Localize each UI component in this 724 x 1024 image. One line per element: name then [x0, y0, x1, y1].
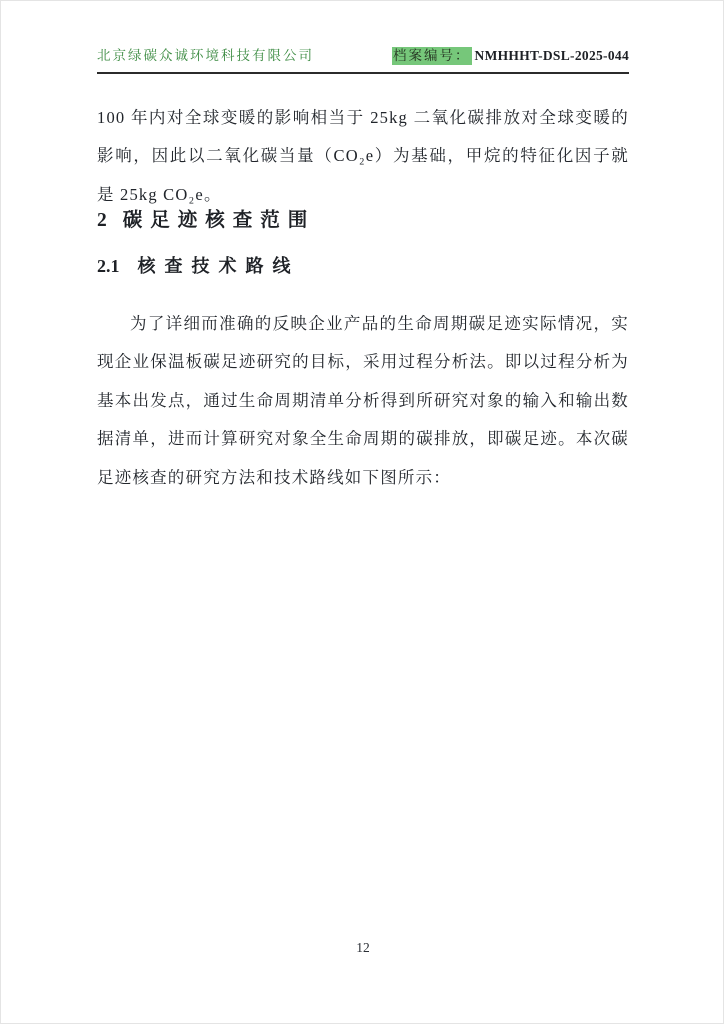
archive-number-value: NMHHHT-DSL-2025-044 — [474, 48, 629, 63]
paragraph-global-warming: 100 年内对全球变暖的影响相当于 25kg 二氧化碳排放对全球变暖的影响，因此以二氧化碳当量（CO₂e）为基础，甲烷的特征化因子就是 25kg CO₂e。 — [97, 107, 629, 204]
archive-number-group — [392, 47, 629, 65]
subsection-title: 核查技术路线 — [137, 256, 300, 276]
paragraph-methodology: 为了详细而准确的反映企业产品的生命周期碳足迹实际情况，实现企业保温板碳足迹研究的目标，采用过程分析法。即以过程分析为基本出发点，通过生命周期清单分析得到所研究对象的输入和输出数据清单，进而计算研究对象全生命周期的碳排放，即碳足迹。本次碳足迹核查的研究方法和技术路线如下图所示： — [97, 313, 629, 487]
section-heading-2 — [97, 204, 629, 232]
page-number: 12 — [356, 940, 370, 955]
subsection-heading-2-1 — [97, 252, 629, 278]
subsection-number: 2.1 — [97, 256, 120, 276]
company-name: 北京绿碳众诚环境科技有限公司 — [97, 48, 314, 63]
page-header — [97, 47, 629, 74]
section-title: 碳足迹核查范围 — [122, 210, 316, 231]
page-footer — [1, 940, 724, 956]
archive-number-label: 档案编号： — [393, 48, 471, 63]
section-number: 2 — [97, 210, 107, 231]
